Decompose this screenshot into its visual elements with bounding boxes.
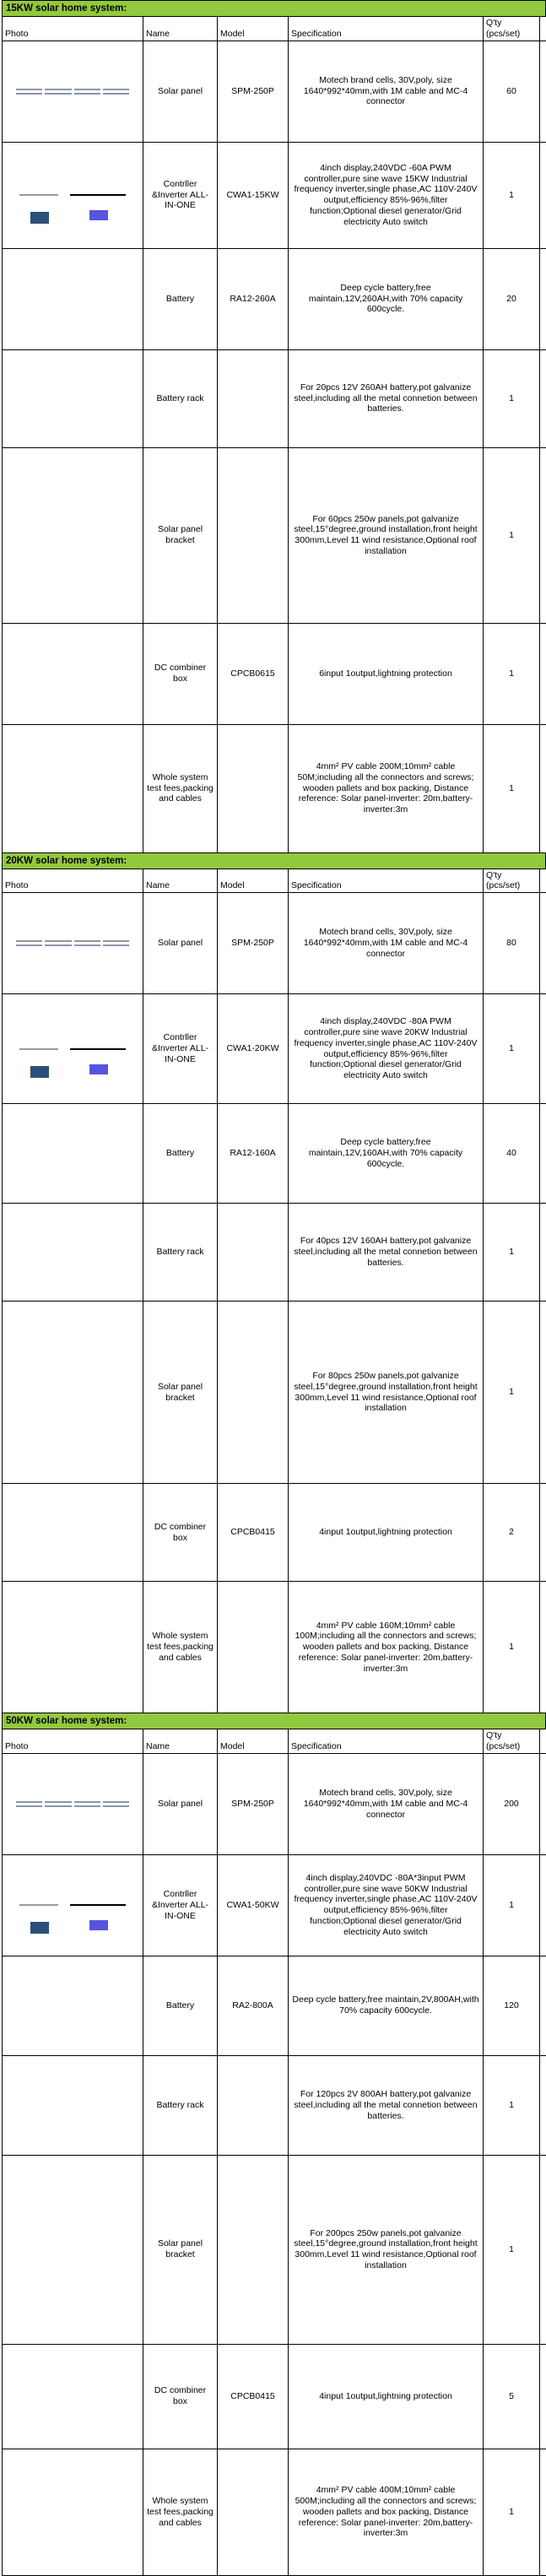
solar-system-table [2,0,546,2576]
table-row [3,41,546,142]
header-name: Name [143,17,218,41]
qty-cell: 80 [484,893,540,994]
header-spec: Specification [289,17,484,41]
spec-cell: 6input 1output,lightning protection [289,623,484,724]
photo-cell [3,994,143,1104]
qty-cell: 20 [484,248,540,349]
spacer-cell [540,623,546,724]
header-qty: Q'ty (pcs/set) [484,1729,540,1754]
photo-cell [3,248,143,349]
column-header-row [3,17,546,41]
header-qty: Q'ty (pcs/set) [484,17,540,41]
spec-cell: Motech brand cells, 30V,poly, size 1640*992*40mm,with 1M cable and MC-4 connector [289,1753,484,1854]
name-cell: Battery rack [143,2055,218,2155]
model-cell [218,2055,289,2155]
table-row [3,1753,546,1854]
table-row [3,1956,546,2055]
name-cell: Solar panel bracket [143,1302,218,1484]
table-row [3,994,546,1104]
spacer-cell [540,1753,546,1854]
model-cell: CWA1-20KW [218,994,289,1104]
photo-cell [3,893,143,994]
qty-cell: 200 [484,1753,540,1854]
spec-cell: For 120pcs 2V 800AH battery,pot galvanize steel,including all the metal connetion between batteries. [289,2055,484,2155]
header-model: Model [218,1729,289,1754]
name-cell: DC combiner box [143,2344,218,2449]
model-cell [218,1302,289,1484]
spec-cell: For 200pcs 250w panels,pot galvanize steel,15°degree,ground installation,front height 300mm,Level 11 wind resistance,Optional roof installation [289,2155,484,2344]
qty-cell: 1 [484,994,540,1104]
header-photo: Photo [3,869,143,893]
spacer-cell [540,994,546,1104]
spacer-cell [540,724,546,852]
header-model: Model [218,17,289,41]
photo-cell [3,1302,143,1484]
qty-cell: 1 [484,724,540,852]
spec-cell: 4mm² PV cable 200M;10mm² cable 50M;including all the connectors and screws; wooden pallets and box packing, Distance reference: Solar panel-inverter: 20m,battery-inverter:3m [289,724,484,852]
model-cell: RA12-260A [218,248,289,349]
table-row [3,2055,546,2155]
photo-cell [3,142,143,248]
model-cell: CWA1-15KW [218,142,289,248]
spacer-cell [540,248,546,349]
table-row [3,1104,546,1204]
photo-cell [3,2449,143,2575]
model-cell: CPCB0415 [218,2344,289,2449]
header-photo: Photo [3,17,143,41]
section-title-row [3,852,546,869]
qty-cell: 1 [484,349,540,447]
spacer-cell [540,1582,546,1713]
table-row [3,2344,546,2449]
spacer-cell [540,447,546,623]
photo-cell [3,1854,143,1956]
qty-cell: 1 [484,1854,540,1956]
model-cell [218,1582,289,1713]
spacer-cell [540,2055,546,2155]
header-spec: Specification [289,1729,484,1754]
spacer-cell [540,142,546,248]
spacer-cell [540,1484,546,1582]
spacer-cell [540,1302,546,1484]
spec-cell: 4inch display,240VDC -80A PWM controller,pure sine wave 20KW Industrial frequency inverter,single phase,AC 110V-240V output,efficiency 85%-96%,filter function;Optional diesel generator/Grid electricity Auto switch [289,994,484,1104]
spec-cell: Motech brand cells, 30V,poly, size 1640*992*40mm,with 1M cable and MC-4 connector [289,41,484,142]
spec-cell: Deep cycle battery,free maintain,12V,160AH,with 70% capacity 600cycle. [289,1104,484,1204]
table-row [3,724,546,852]
name-cell: Battery [143,1956,218,2055]
table-row [3,1204,546,1302]
solar-panel-photo [4,935,141,951]
qty-cell: 1 [484,2055,540,2155]
table-row [3,2155,546,2344]
header-spacer [540,17,546,41]
header-model: Model [218,869,289,893]
spacer-cell [540,349,546,447]
qty-cell: 1 [484,142,540,248]
section-title: 50KW solar home system: [3,1713,546,1729]
model-cell: CPCB0415 [218,1484,289,1582]
table-row [3,2449,546,2575]
model-cell [218,349,289,447]
spacer-cell [540,1956,546,2055]
photo-cell [3,1204,143,1302]
qty-cell: 1 [484,1302,540,1484]
column-header-row [3,869,546,893]
photo-cell [3,724,143,852]
name-cell: Contrller &Inverter ALL-IN-ONE [143,142,218,248]
section-title-row [3,1713,546,1729]
column-header-row [3,1729,546,1754]
name-cell: Whole system test fees,packing and cables [143,2449,218,2575]
qty-cell: 120 [484,1956,540,2055]
qty-cell: 1 [484,447,540,623]
spec-cell: 4mm² PV cable 160M;10mm² cable 100M;including all the connectors and screws; wooden pallets and box packing, Distance reference: Solar panel-inverter: 20m,battery-inverter:3m [289,1582,484,1713]
spacer-cell [540,2344,546,2449]
photo-cell [3,447,143,623]
section-title: 20KW solar home system: [3,852,546,869]
solar-panel-photo [4,84,141,100]
spec-cell: Motech brand cells, 30V,poly, size 1640*992*40mm,with 1M cable and MC-4 connector [289,893,484,994]
spec-cell: 4input 1output,lightning protection [289,1484,484,1582]
inverter-photo [4,1045,141,1053]
model-cell [218,1204,289,1302]
name-cell: Contrller &Inverter ALL-IN-ONE [143,994,218,1104]
spacer-cell [540,2449,546,2575]
table-row [3,1582,546,1713]
qty-cell: 1 [484,1204,540,1302]
name-cell: Solar panel [143,893,218,994]
name-cell: DC combiner box [143,623,218,724]
header-spec: Specification [289,869,484,893]
photo-cell [3,41,143,142]
spacer-cell [540,1854,546,1956]
qty-cell: 60 [484,41,540,142]
table-row [3,623,546,724]
header-name: Name [143,869,218,893]
name-cell: Solar panel [143,1753,218,1854]
model-cell: SPM-250P [218,41,289,142]
header-name: Name [143,1729,218,1754]
table-row [3,142,546,248]
header-spacer [540,1729,546,1754]
name-cell: Battery [143,1104,218,1204]
name-cell: Battery [143,248,218,349]
qty-cell: 1 [484,1582,540,1713]
photo-cell [3,2055,143,2155]
model-cell [218,724,289,852]
table-row [3,893,546,994]
model-cell: CWA1-50KW [218,1854,289,1956]
qty-cell: 5 [484,2344,540,2449]
photo-cell [3,349,143,447]
model-cell [218,2449,289,2575]
spec-cell: For 80pcs 250w panels,pot galvanize steel,15°degree,ground installation,front height 300mm,Level 11 wind resistance,Optional roof installation [289,1302,484,1484]
spacer-cell [540,1104,546,1204]
photo-cell [3,1753,143,1854]
photo-cell [3,2155,143,2344]
header-photo: Photo [3,1729,143,1754]
solar-panel-photo [4,1796,141,1812]
name-cell: Whole system test fees,packing and cables [143,1582,218,1713]
photo-cell [3,1582,143,1713]
section-title-row [3,1,546,17]
name-cell: DC combiner box [143,1484,218,1582]
table-row [3,447,546,623]
spacer-cell [540,893,546,994]
qty-cell: 40 [484,1104,540,1204]
section-title: 15KW solar home system: [3,1,546,17]
model-cell: SPM-250P [218,1753,289,1854]
spec-cell: Deep cycle battery,free maintain,2V,800AH,with 70% capacity 600cycle. [289,1956,484,2055]
name-cell: Whole system test fees,packing and cables [143,724,218,852]
spec-cell: 4inch display,240VDC -60A PWM controller,pure sine wave 15KW Industrial frequency inverter,single phase,AC 110V-240V output,efficiency 85%-96%,filter function;Optional diesel generator/Grid electricity Auto switch [289,142,484,248]
qty-cell: 1 [484,2155,540,2344]
model-cell: RA2-800A [218,1956,289,2055]
table-row [3,248,546,349]
spec-cell: For 40pcs 12V 160AH battery,pot galvanize steel,including all the metal connetion between batteries. [289,1204,484,1302]
photo-cell [3,1956,143,2055]
spec-cell: 4input 1output,lightning protection [289,2344,484,2449]
spacer-cell [540,2155,546,2344]
name-cell: Solar panel [143,41,218,142]
model-cell: CPCB0615 [218,623,289,724]
spacer-cell [540,41,546,142]
spec-cell: 4mm² PV cable 400M;10mm² cable 500M;including all the connectors and screws; wooden pallets and box packing, Distance reference: Solar panel-inverter: 20m,battery-inverter:3m [289,2449,484,2575]
table-row [3,1484,546,1582]
table-row [3,1854,546,1956]
header-spacer [540,869,546,893]
spec-cell: For 20pcs 12V 260AH battery,pot galvanize steel,including all the metal connetion between batteries. [289,349,484,447]
table-row [3,349,546,447]
model-cell: RA12-160A [218,1104,289,1204]
inverter-photo [4,191,141,199]
spec-cell: For 60pcs 250w panels,pot galvanize steel,15°degree,ground installation,front height 300mm,Level 11 wind resistance,Optional roof installation [289,447,484,623]
photo-cell [3,623,143,724]
spacer-cell [540,1204,546,1302]
name-cell: Battery rack [143,349,218,447]
table-row [3,1302,546,1484]
model-cell [218,447,289,623]
photo-cell [3,1104,143,1204]
spec-cell: 4inch display,240VDC -80A*3input PWM controller,pure sine wave 50KW Industrial frequency inverter,single phase,AC 110V-240V output,efficiency 85%-96%,filter function;Optional diesel generator/Grid electricity Auto switch [289,1854,484,1956]
qty-cell: 2 [484,1484,540,1582]
name-cell: Solar panel bracket [143,447,218,623]
name-cell: Battery rack [143,1204,218,1302]
name-cell: Contrller &Inverter ALL-IN-ONE [143,1854,218,1956]
spec-cell: Deep cycle battery,free maintain,12V,260AH,with 70% capacity 600cycle. [289,248,484,349]
name-cell: Solar panel bracket [143,2155,218,2344]
photo-cell [3,1484,143,1582]
qty-cell: 1 [484,2449,540,2575]
inverter-photo [4,1901,141,1909]
model-cell: SPM-250P [218,893,289,994]
model-cell [218,2155,289,2344]
photo-cell [3,2344,143,2449]
qty-cell: 1 [484,623,540,724]
header-qty: Q'ty (pcs/set) [484,869,540,893]
